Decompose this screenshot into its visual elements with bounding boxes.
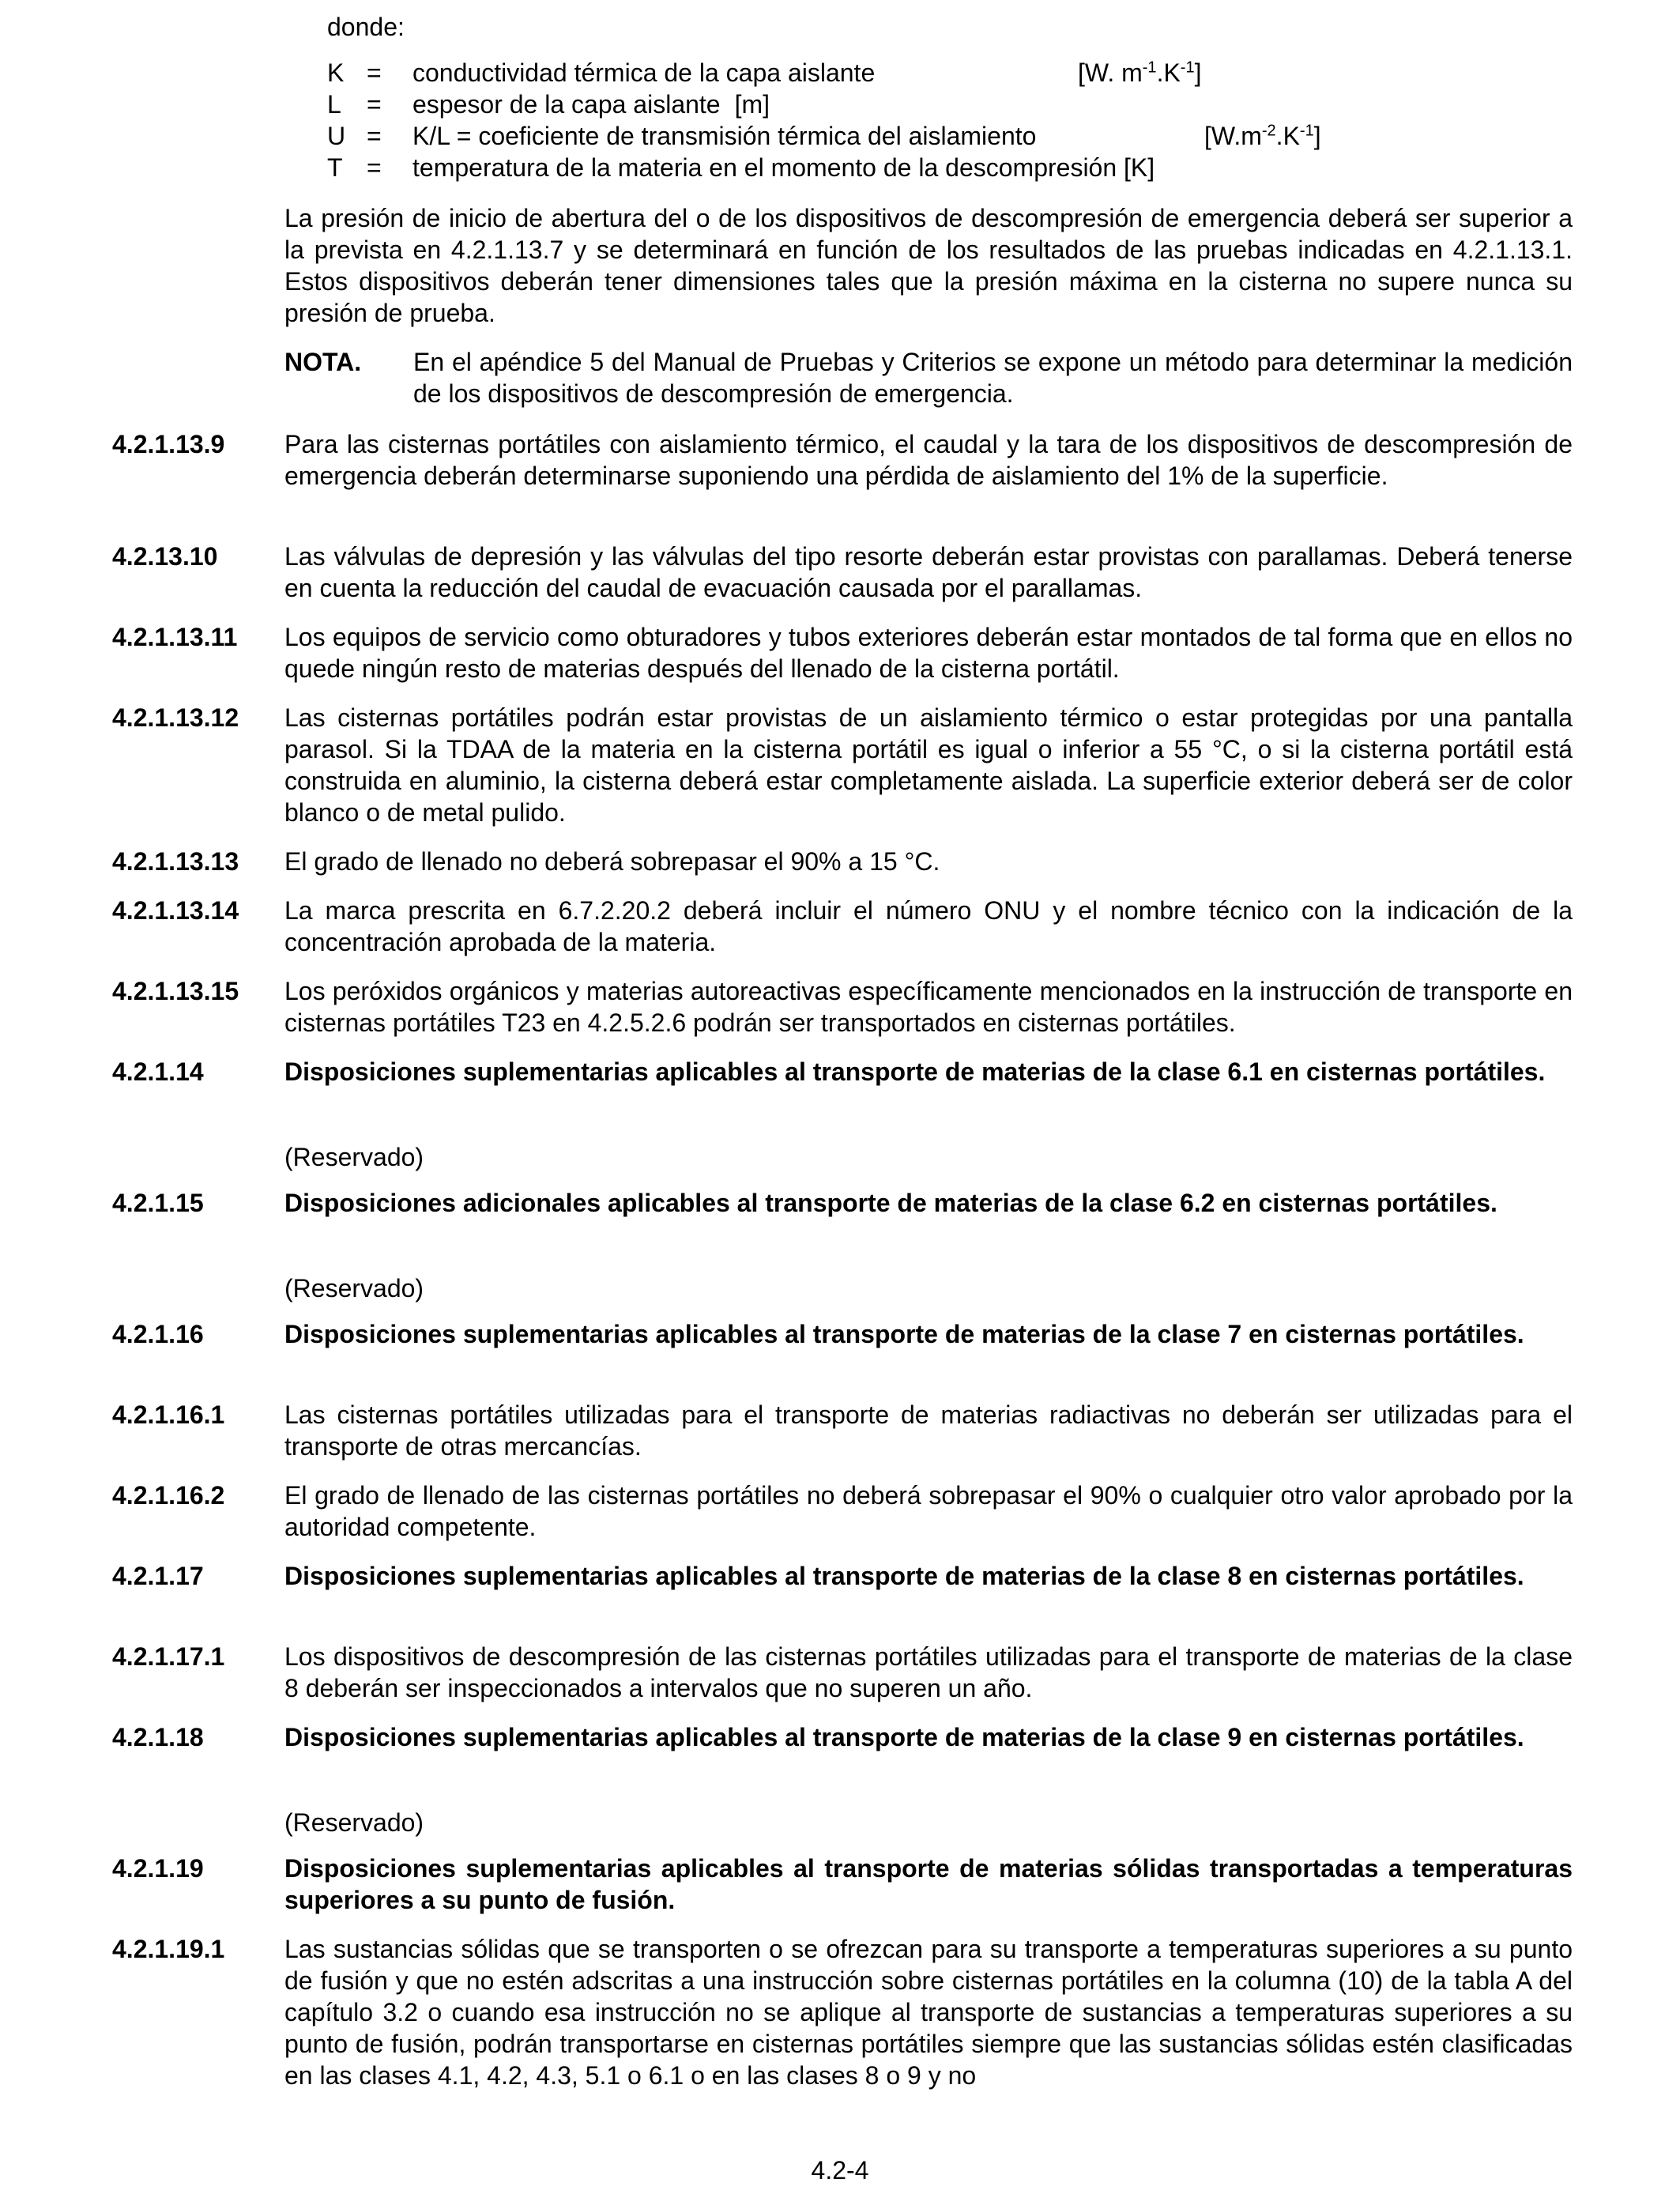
reservado-note: (Reservado) (284, 1274, 424, 1302)
definition-unit: [W. $m^{-1}.K^{-1}$] (1078, 58, 1202, 87)
section-4-2-1-13-9 (112, 428, 1573, 492)
section-4-2-1-16-2 (112, 1480, 1573, 1543)
section-4-2-1-13-12 (112, 702, 1573, 828)
section-heading: Disposiciones suplementarias aplicables al transporte de materias de la clase 6.1 en cisternas portátiles. (284, 1057, 1546, 1086)
section-4-2-1-16-1 (112, 1399, 1573, 1462)
definition-equals: = (367, 58, 382, 87)
section-heading: Disposiciones adicionales aplicables al transporte de materias de la clase 6.2 en cisternas portátiles. (284, 1189, 1497, 1217)
section-4-2-1-13-14 (112, 895, 1573, 958)
section-4-2-1-19 (112, 1853, 1573, 1916)
section-4-2-1-14 (112, 1056, 1573, 1088)
definition-u (327, 120, 1321, 152)
section-4-2-1-13-11 (112, 621, 1573, 684)
section-number: 4.2.1.16 (112, 1320, 204, 1348)
section-text: Los dispositivos de descompresión de las cisternas portátiles utilizadas para el transporte de materias de la clase 8 deberán ser inspeccionados a intervalos que no superen un año. (284, 1642, 1573, 1702)
definition-text: espesor de la capa aislante (412, 90, 721, 119)
section-4-2-1-13-13 (112, 846, 1573, 877)
section-number: 4.2.1.13.15 (112, 977, 239, 1005)
definition-text: temperatura de la materia en el momento de la descompresión [K] (412, 153, 1155, 182)
donde-label: donde: (327, 13, 405, 41)
section-text: La marca prescrita en 6.7.2.20.2 deberá incluir el número ONU y el nombre técnico con la indicación de la concentración aprobada de la materia. (284, 896, 1573, 956)
definition-symbol: L (327, 90, 341, 119)
nota-text: En el apéndice 5 del Manual de Pruebas y Criterios se expone un método para determinar la medición de los dispositivos de descompresión de emergencia. (413, 348, 1573, 408)
section-text: Los peróxidos orgánicos y materias autoreactivas específicamente mencionados en la instrucción de transporte en cisternas portátiles T23 en 4.2.5.2.6 podrán ser transportados en cisternas portátiles. (284, 977, 1573, 1037)
section-4-2-1-18 (112, 1721, 1573, 1753)
section-heading: Disposiciones suplementarias aplicables al transporte de materias de la clase 8 en cisternas portátiles. (284, 1562, 1524, 1590)
section-text: Las cisternas portátiles utilizadas para el transporte de materias radiactivas no deberán ser utilizadas para el transporte de otras mercancías. (284, 1400, 1573, 1461)
section-number: 4.2.1.16.2 (112, 1481, 225, 1510)
section-number: 4.2.1.16.1 (112, 1400, 225, 1429)
definition-text: K/L = coeficiente de transmisión térmica del aislamiento (412, 122, 1037, 150)
definition-k (327, 57, 1321, 89)
section-heading: Disposiciones suplementarias aplicables al transporte de materias de la clase 9 en cisternas portátiles. (284, 1723, 1524, 1751)
section-number: 4.2.1.19 (112, 1854, 204, 1883)
section-number: 4.2.1.17 (112, 1562, 204, 1590)
definition-equals: = (367, 90, 382, 119)
section-number: 4.2.1.19.1 (112, 1935, 225, 1963)
definition-unit: $[W.m^{-2}.K^{-1}]$ (1204, 122, 1321, 150)
section-number: 4.2.1.13.12 (112, 703, 239, 732)
section-text: Las cisternas portátiles podrán estar provistas de un aislamiento térmico o estar protegidas por una pantalla parasol. Si la TDAA de la materia en la cisterna portátil es igual o inferior a 55 °C, o si la cisterna portátil está construida en aluminio, la cisterna deberá estar completamente aislada. La superficie exterior deberá ser de color blanco o de metal pulido. (284, 703, 1573, 827)
nota-label: NOTA. (284, 348, 362, 376)
section-4-2-1-17 (112, 1560, 1573, 1592)
section-number: 4.2.1.15 (112, 1189, 204, 1217)
definition-text: conductividad térmica de la capa aislante (412, 58, 876, 87)
section-number: 4.2.1.13.13 (112, 847, 239, 876)
section-text: Las sustancias sólidas que se transporten o se ofrezcan para su transporte a temperaturas superiores a su punto de fusión y que no estén adscritas a una instrucción sobre cisternas portátiles en la columna (10) de la tabla A del capítulo 3.2 o cuando esa instrucción no se aplique al transporte de sustancias a temperaturas superiores a su punto de fusión, podrán transportarse en cisternas portátiles siempre que las sustancias sólidas estén clasificadas en las clases 4.1, 4.2, 4.3, 5.1 o 6.1 o en las clases 8 o 9 y no (284, 1935, 1573, 2090)
section-4-2-1-16 (112, 1318, 1573, 1350)
definition-symbol: T (327, 153, 343, 182)
section-number: 4.2.13.10 (112, 542, 218, 571)
reservado-note: (Reservado) (284, 1143, 424, 1171)
section-heading: Disposiciones suplementarias aplicables al transporte de materias sólidas transportadas a temperaturas superiores a su punto de fusión. (284, 1854, 1573, 1914)
reservado-note: (Reservado) (284, 1808, 424, 1837)
section-4-2-1-15 (112, 1187, 1573, 1219)
section-number: 4.2.1.13.11 (112, 623, 238, 651)
paragraph-presion: La presión de inicio de abertura del o de los dispositivos de descompresión de emergencia deberá ser superior a la prevista en 4.2.1.13.7 y se determinará en función de los resultados de las pruebas indicadas en 4.2.1.13.1. Estos dispositivos deberán tener dimensiones tales que la presión máxima en la cisterna no supere nunca su presión de prueba. (284, 204, 1573, 327)
section-text: Para las cisternas portátiles con aislamiento térmico, el caudal y la tara de los dispositivos de descompresión de emergencia deberán determinarse suponiendo una pérdida de aislamiento del 1% de la superficie. (284, 430, 1573, 490)
section-number: 4.2.1.14 (112, 1057, 204, 1086)
definition-symbol: K (327, 58, 345, 87)
section-heading: Disposiciones suplementarias aplicables al transporte de materias de la clase 7 en cisternas portátiles. (284, 1320, 1524, 1348)
section-number: 4.2.1.18 (112, 1723, 204, 1751)
definition-t (327, 152, 1321, 183)
section-4-2-1-13-15 (112, 975, 1573, 1039)
section-4-2-13-10 (112, 541, 1573, 604)
section-4-2-1-17-1 (112, 1641, 1573, 1704)
section-text: El grado de llenado no deberá sobrepasar el 90% a 15 °C. (284, 847, 940, 876)
section-text: El grado de llenado de las cisternas portátiles no deberá sobrepasar el 90% o cualquier otro valor aprobado por la autoridad competente. (284, 1481, 1573, 1541)
section-number: 4.2.1.13.14 (112, 896, 239, 925)
nota-block (284, 346, 1573, 409)
section-text: Las válvulas de depresión y las válvulas del tipo resorte deberán estar provistas con parallamas. Deberá tenerse en cuenta la reducción del caudal de evacuación causada por el parallamas. (284, 542, 1573, 602)
definition-symbol: U (327, 122, 346, 150)
definition-l (327, 89, 1321, 120)
section-4-2-1-19-1 (112, 1933, 1573, 2091)
section-number: 4.2.1.13.9 (112, 430, 225, 458)
section-text: Los equipos de servicio como obturadores y tubos exteriores deberán estar montados de tal forma que en ellos no quede ningún resto de materias después del llenado de la cisterna portátil. (284, 623, 1573, 683)
definition-equals: = (367, 122, 382, 150)
page-number: 4.2-4 (811, 2156, 869, 2185)
definition-equals: = (367, 153, 382, 182)
definition-unit: [m] (734, 90, 770, 119)
section-number: 4.2.1.17.1 (112, 1642, 225, 1671)
definitions-list (327, 57, 1321, 183)
